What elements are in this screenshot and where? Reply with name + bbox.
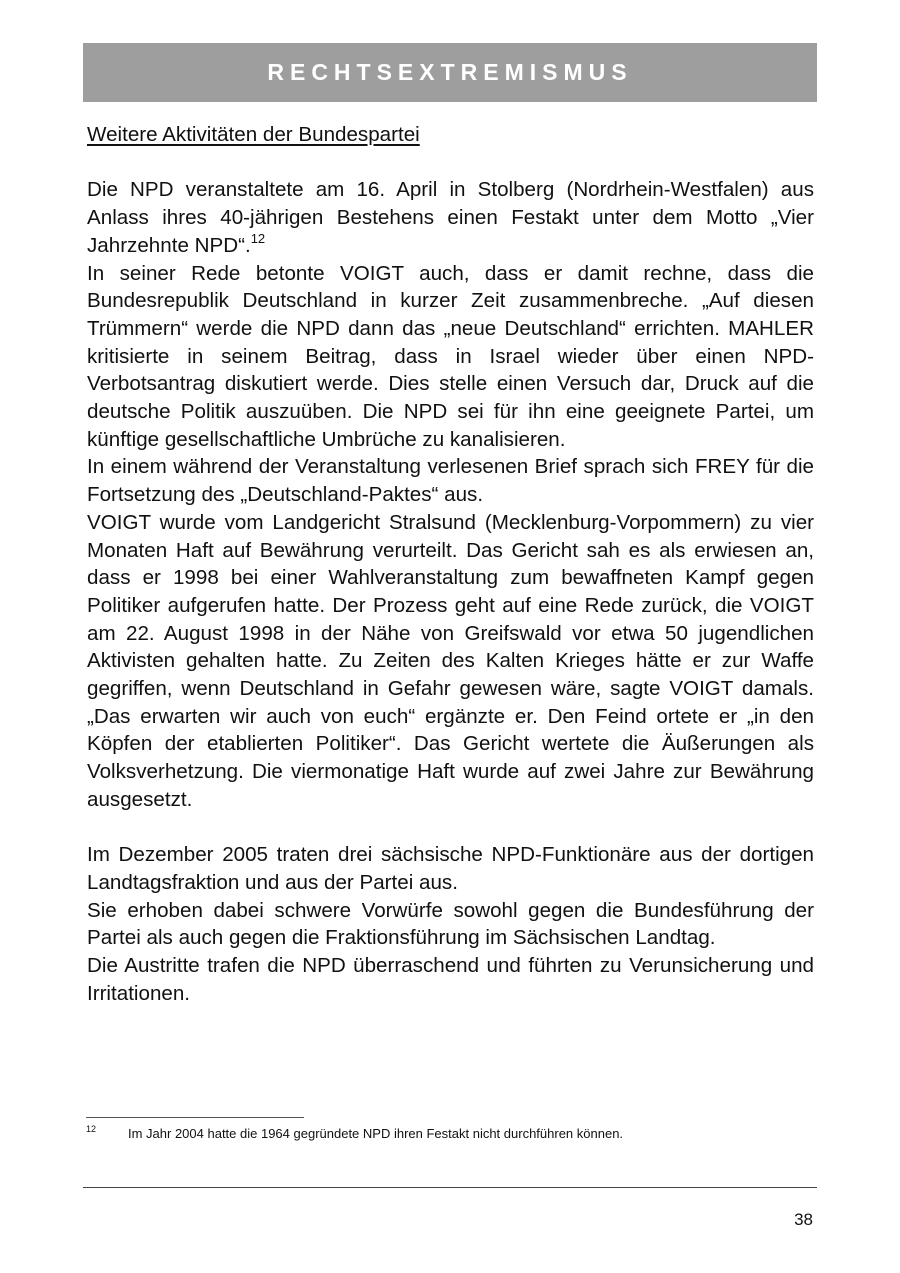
- footnote-separator: [86, 1117, 304, 1118]
- paragraph-frey-letter: In einem während der Veranstaltung verlesenen Brief sprach sich FREY für die Fortsetzung des „Deutschland-Paktes“ aus.: [87, 455, 814, 507]
- paragraph-saxony-resignations: Im Dezember 2005 traten drei sächsische NPD-Funktionäre aus der dortigen Landtagsfraktion und aus der Partei aus.: [87, 843, 814, 894]
- footnote-number: 12: [86, 1124, 97, 1134]
- paragraph-consequences: Die Austritte trafen die NPD überraschend und führten zu Verunsicherung und Irritationen.: [87, 954, 814, 1005]
- page-footer-rule: [83, 1187, 817, 1188]
- spacer: [87, 149, 814, 177]
- main-content: [87, 121, 814, 1007]
- spacer: [87, 814, 814, 842]
- paragraph-voigt-verdict: VOIGT wurde vom Landgericht Stralsund (Mecklenburg-Vorpommern) zu vier Monaten Haft auf Bewährung verurteilt. Das Gericht sah es als erwiesen an, dass er 1998 bei einer Wahlveranstaltung zum bewaffneten Kampf gegen Politiker aufgerufen hatte. Der Prozess geht auf eine Rede zurück, die VOIGT am 22. August 1998 in der Nähe von Greifswald vor etwa 50 jugendlichen Aktivisten gehalten hatte. Zu Zeiten des Kalten Krieges hätte er zur Waffe gegriffen, wenn Deutschland in Gefahr gewesen wäre, sagte VOIGT damals. „Das erwarten wir auch von euch“ ergänzte er. Den Feind ortete er „in den Köpfen der etablierten Politiker“. Das Gericht wertete die Äußerungen als Volksverhetzung. Die viermonatige Haft wurde auf zwei Jahre zur Bewährung ausgesetzt.: [87, 510, 814, 811]
- footnote-reference: 12: [250, 230, 266, 246]
- footnote-text: Im Jahr 2004 hatte die 1964 gegründete NPD ihren Festakt nicht durchführen können.: [128, 1126, 624, 1141]
- paragraph-festakt-text: Die NPD veranstaltete am 16. April in Stolberg (Nordrhein-Westfalen) aus Anlass ihres 40-jährigen Bestehens einen Festakt unter dem Motto „Vier Jahrzehnte NPD“.: [87, 178, 814, 257]
- paragraph-accusations: Sie erhoben dabei schwere Vorwürfe sowohl gegen die Bundesführung der Partei als auch gegen die Fraktionsführung im Sächsischen Landtag.: [87, 898, 814, 950]
- page-number: 38: [794, 1210, 813, 1229]
- page-header-title: RECHTSEXTREMISMUS: [267, 59, 633, 85]
- page-header-banner: [83, 43, 817, 102]
- paragraph-festakt: [87, 176, 814, 259]
- paragraph-voigt-speech: In seiner Rede betonte VOIGT auch, dass er damit rechne, dass die Bundesrepublik Deutschland in kurzer Zeit zusammenbreche. „Auf diesen Trümmern“ werde die NPD dann das „neue Deutschland“ errichten. MAHLER kritisierte in seinem Beitrag, dass in Israel wieder über einen NPD-Verbotsantrag diskutiert werde. Dies stelle einen Versuch dar, Druck auf die deutsche Politik auszuüben. Die NPD sei für ihn eine geeignete Partei, um künftige gesellschaftliche Umbrüche zu kanalisieren.: [87, 261, 814, 451]
- section-heading: Weitere Aktivitäten der Bundespartei: [87, 123, 420, 146]
